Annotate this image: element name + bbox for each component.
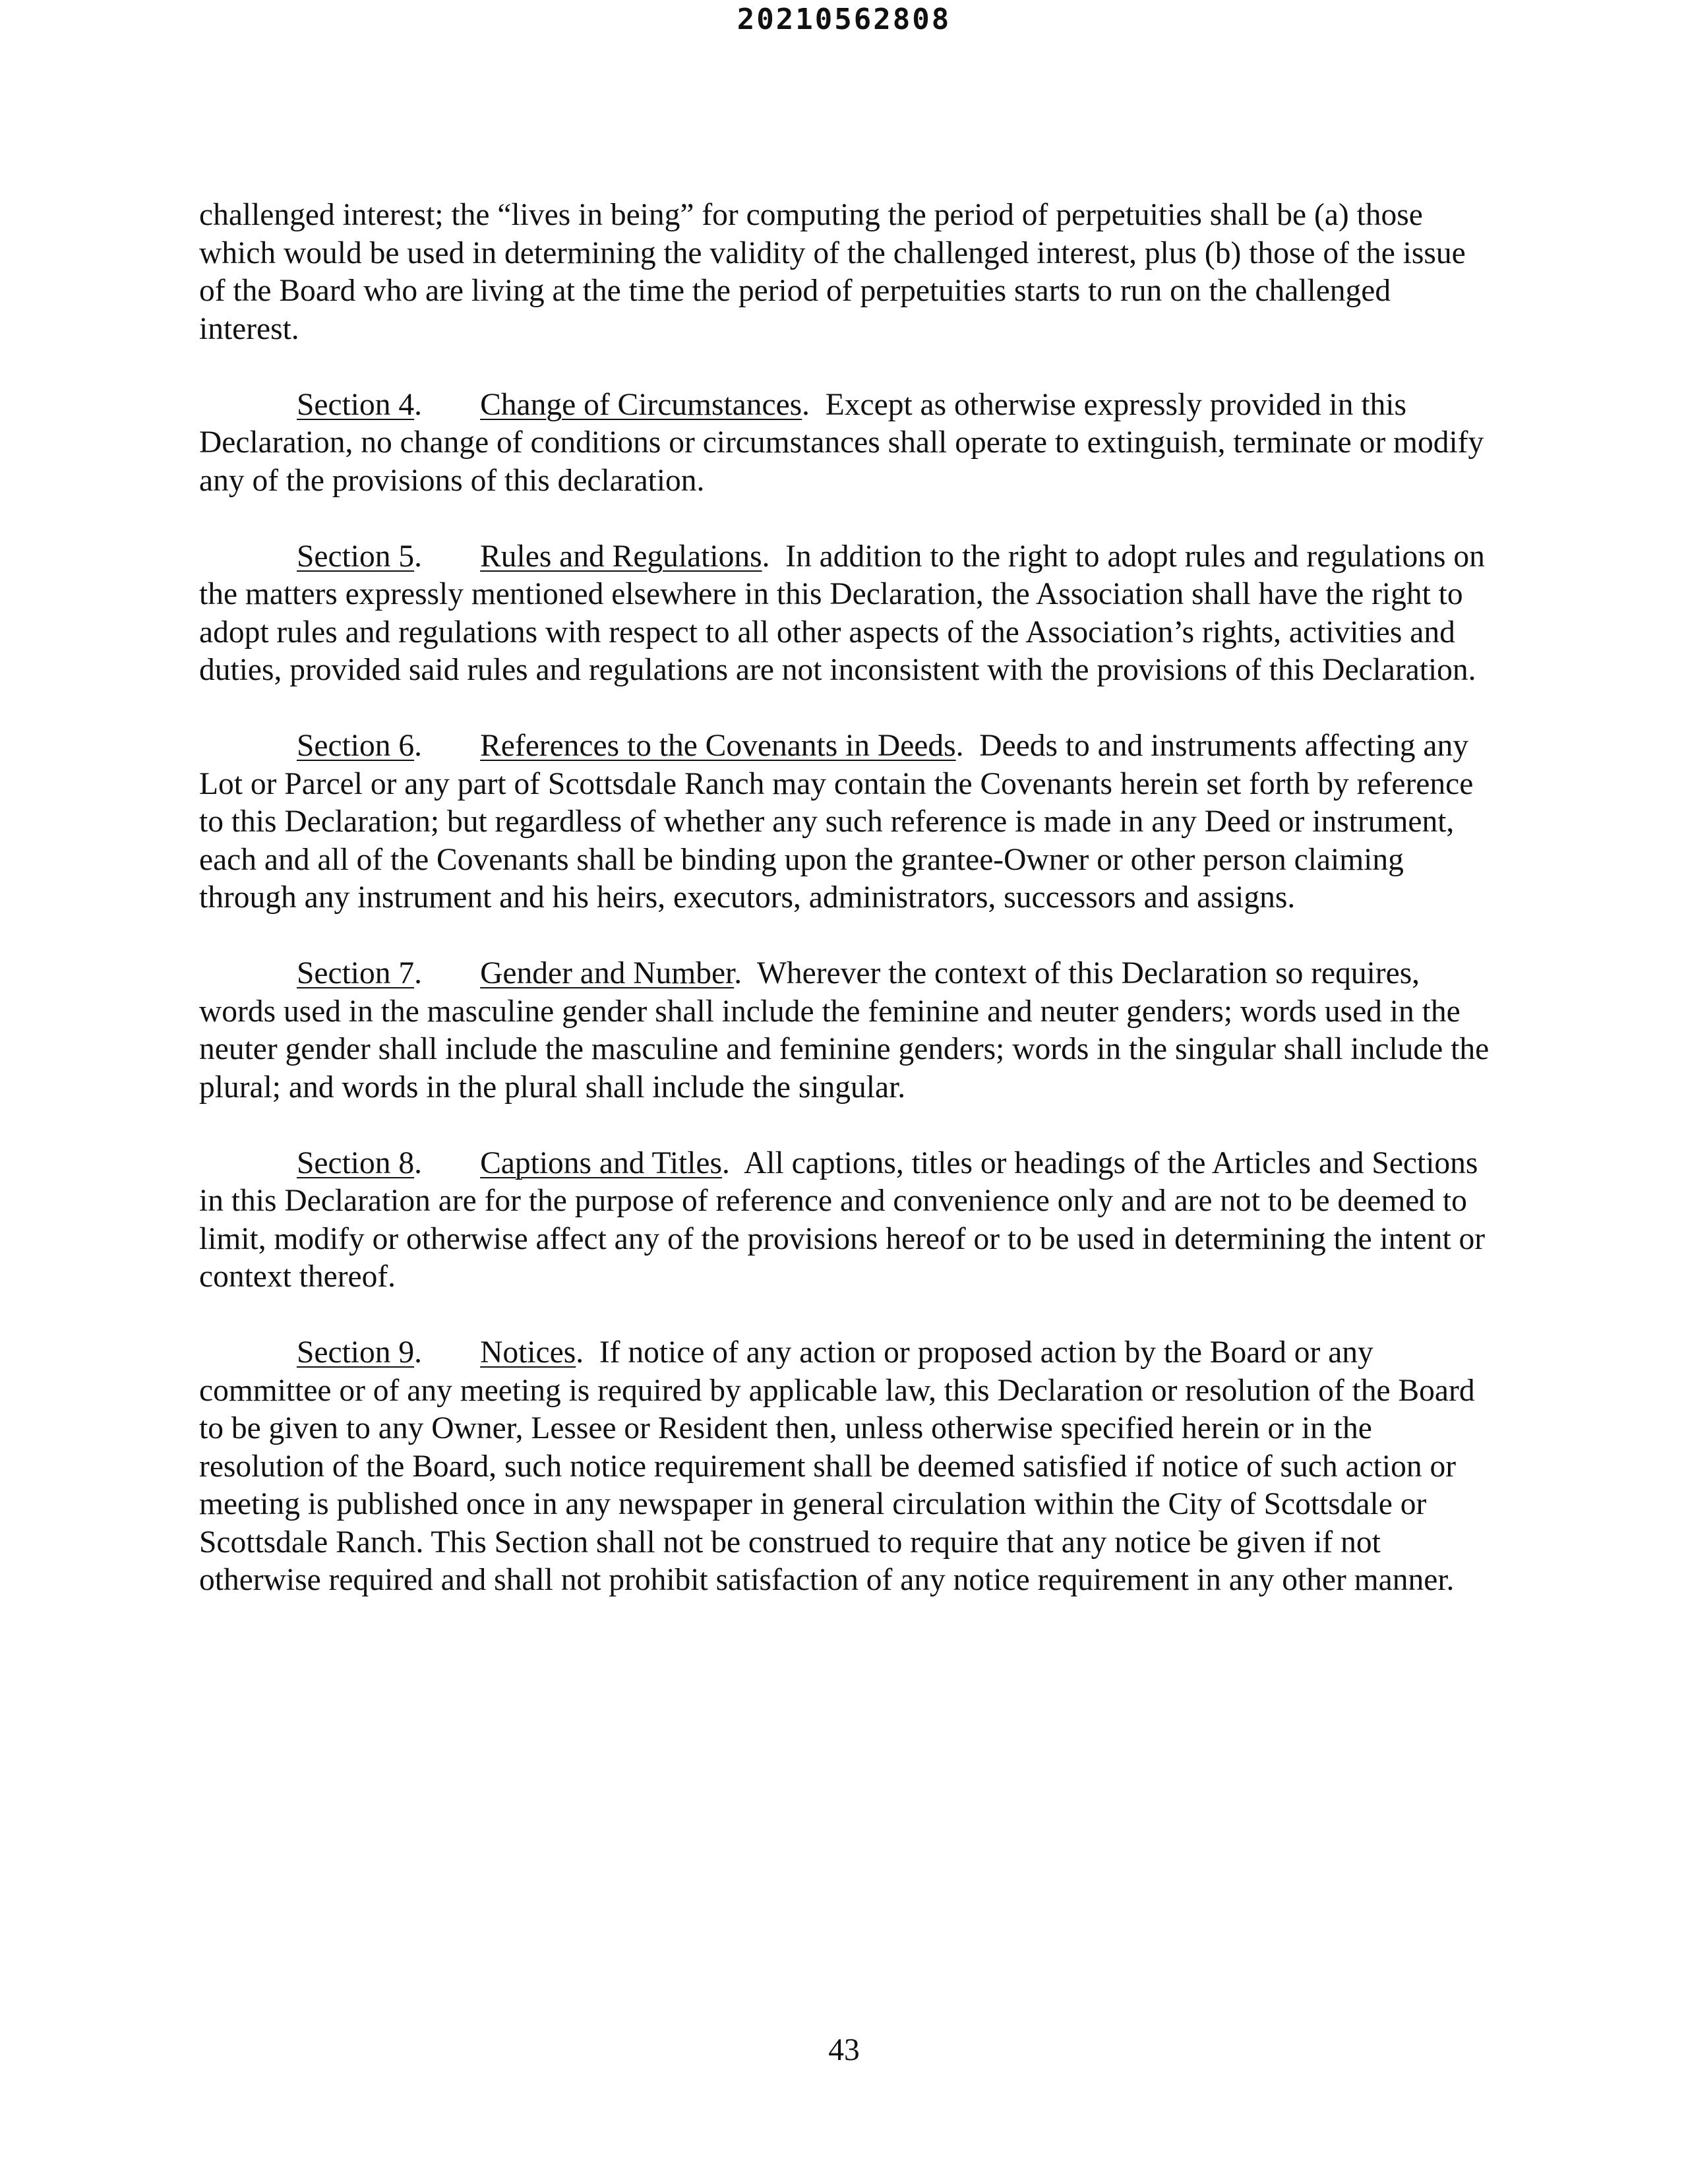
document-body — [199, 197, 1492, 1637]
section-4-text: Except as otherwise expressly provided in this Declaration, no change of conditions or circumstances shall operate to extinguish, terminate or modify any of the provisions of this declaration. — [199, 387, 1484, 498]
section-5-number: Section 5 — [297, 539, 415, 574]
section-5-text: In addition to the right to adopt rules and regulations on the matters expressly mentioned elsewhere in this Declaration, the Association shall have the right to adopt rules and regulations with respect to all other aspects of the Association’s rights, activities and duties, provided said rules and regulations are not inconsistent with the provisions of this Declaration. — [199, 539, 1485, 687]
section-4-number: Section 4 — [297, 387, 415, 422]
section-6-number: Section 6 — [297, 729, 415, 763]
section-7-number: Section 7 — [297, 956, 415, 990]
section-9-title: Notices — [480, 1335, 576, 1370]
section-5-title: Rules and Regulations — [480, 539, 762, 574]
section-8-paragraph: Section 8. Captions and Titles. All captions, titles or headings of the Articles and Sections in this Declaration are for the purpose of reference and convenience only and are not to be deemed to limit, modify or otherwise affect any of the provisions hereof or to be used in determining the intent or context thereof. — [199, 1145, 1486, 1294]
opening-paragraph: challenged interest; the “lives in being” for computing the period of perpetuities shall be (a) those which would be used in determining the validity of the challenged interest, plus (b) those of the issue of the Board who are living at the time the period of perpetuities starts to run on the challenged interest. — [199, 198, 1466, 346]
page-number: 43 — [828, 2033, 860, 2067]
section-8-number: Section 8 — [297, 1145, 415, 1180]
section-6-paragraph: Section 6. References to the Covenants in Deeds. Deeds to and instruments affecting any Lot or Parcel or any part of Scottsdale Ranch may contain the Covenants herein set forth by reference to this Declaration; but regardless of whether any such reference is made in any Deed or instrument, each and all of the Covenants shall be binding upon the grantee-Owner or other person claiming through any instrument and his heirs, executors, administrators, successors and assigns. — [199, 729, 1474, 915]
section-7-title: Gender and Number — [480, 956, 735, 990]
section-8-title: Captions and Titles — [480, 1145, 722, 1180]
section-9-number: Section 9 — [297, 1335, 415, 1370]
document-number: 20210562808 — [737, 3, 951, 36]
section-4-paragraph: Section 4. Change of Circumstances. Except as otherwise expressly provided in this Declaration, no change of conditions or circumstances shall operate to extinguish, terminate or modify any of the provisions of this declaration. — [199, 387, 1484, 498]
section-9-paragraph: Section 9. Notices. If notice of any action or proposed action by the Board or any committee or of any meeting is required by applicable law, this Declaration or resolution of the Board to be given to any Owner, Lessee or Resident then, unless otherwise specified herein or in the resolution of the Board, such notice requirement shall be deemed satisfied if notice of such action or meeting is published once in any newspaper in general circulation within the City of Scottsdale or Scottsdale Ranch. This Section shall not be construed to require that any notice be given if not otherwise required and shall not prohibit satisfaction of any notice requirement in any other manner. — [199, 1335, 1475, 1597]
section-7-text: Wherever the context of this Declaration so requires, words used in the masculine gender shall include the feminine and neuter genders; words used in the neuter gender shall include the masculine and feminine genders; words in the singular shall include the plural; and words in the plural shall include the singular. — [199, 956, 1490, 1105]
section-8-text: All captions, titles or headings of the Articles and Sections in this Declaration are for the purpose of reference and convenience only and are not to be deemed to limit, modify or otherwise affect any of the provisions hereof or to be used in determining the intent or context thereof. — [199, 1145, 1486, 1294]
section-9-text: If notice of any action or proposed action by the Board or any committee or of any meeting is required by applicable law, this Declaration or resolution of the Board to be given to any Owner, Lessee or Resident then, unless otherwise specified herein or in the resolution of the Board, such notice requirement shall be deemed satisfied if notice of such action or meeting is published once in any newspaper in general circulation within the City of Scottsdale or Scottsdale Ranch. This Section shall not be construed to require that any notice be given if not otherwise required and shall not prohibit satisfaction of any notice requirement in any other manner. — [199, 1335, 1475, 1597]
section-5-paragraph: Section 5. Rules and Regulations. In addition to the right to adopt rules and regulations on the matters expressly mentioned elsewhere in this Declaration, the Association shall have the right to adopt rules and regulations with respect to all other aspects of the Association’s rights, activities and duties, provided said rules and regulations are not inconsistent with the provisions of this Declaration. — [199, 539, 1485, 687]
section-7-paragraph: Section 7. Gender and Number. Wherever the context of this Declaration so requires, words used in the masculine gender shall include the feminine and neuter genders; words used in the neuter gender shall include the masculine and feminine genders; words in the singular shall include the plural; and words in the plural shall include the singular. — [199, 956, 1490, 1105]
section-6-text: Deeds to and instruments affecting any Lot or Parcel or any part of Scottsdale Ranch may contain the Covenants herein set forth by reference to this Declaration; but regardless of whether any such reference is made in any Deed or instrument, each and all of the Covenants shall be binding upon the grantee-Owner or other person claiming through any instrument and his heirs, executors, administrators, successors and assigns. — [199, 729, 1474, 915]
section-4-title: Change of Circumstances — [480, 387, 802, 422]
section-6-title: References to the Covenants in Deeds — [480, 729, 956, 763]
